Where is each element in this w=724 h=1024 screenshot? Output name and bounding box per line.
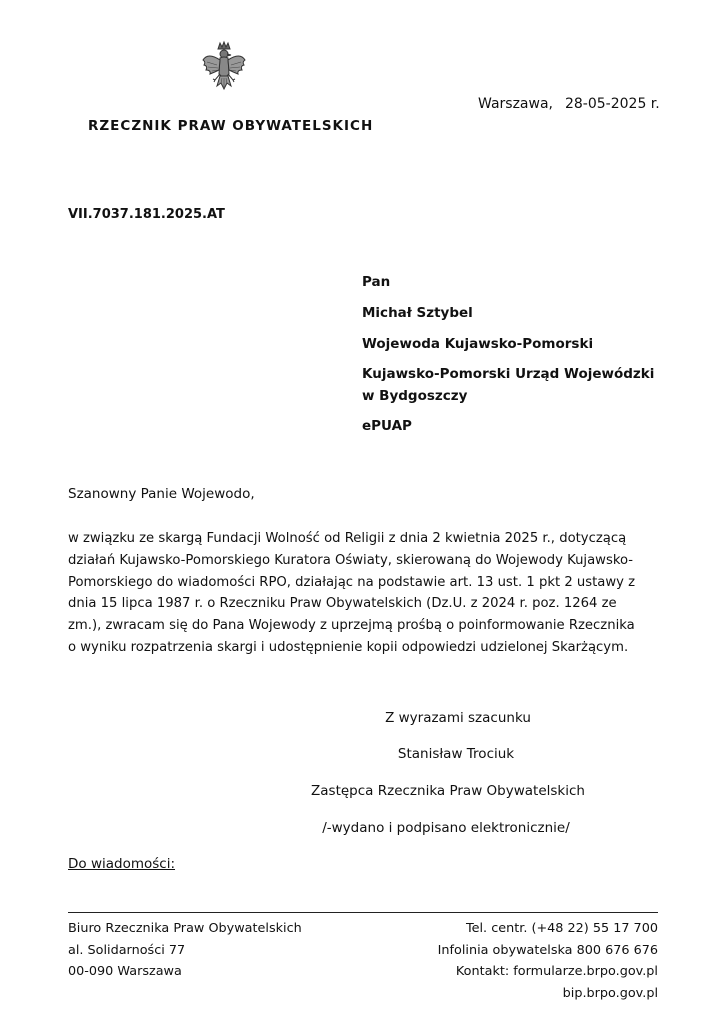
body-line: o wyniku rozpatrzenia skargi i udostępnienie kopii odpowiedzi udzielonej Skarżącym.	[68, 639, 629, 655]
salutation: Szanowny Panie Wojewodo,	[68, 486, 255, 502]
reference-number: VII.7037.181.2025.AT	[68, 207, 225, 222]
letter-date: 28-05-2025 r.	[564, 96, 660, 112]
addressee-city: w Bydgoszczy	[362, 388, 468, 404]
addressee-name: Michał Sztybel	[362, 305, 473, 321]
footer-office-name: Biuro Rzecznika Praw Obywatelskich	[68, 921, 302, 936]
footer-hotline: Infolinia obywatelska 800 676 676	[437, 942, 658, 958]
signatory-title: Zastępca Rzecznika Praw Obywatelskich	[311, 783, 585, 799]
addressee-position: Wojewoda Kujawsko-Pomorski	[362, 336, 594, 352]
place-and-date	[478, 96, 660, 112]
letter-body	[68, 528, 658, 659]
city: Warszawa,	[478, 96, 553, 112]
footer-postcode-city: 00-090 Warszawa	[68, 964, 182, 979]
cc-label: Do wiadomości:	[68, 856, 176, 872]
body-line: zm.), zwracam się do Pana Wojewody z uprzejmą prośbą o poinformowanie Rzecznika	[68, 618, 635, 634]
footer-contact-form: Kontakt: formularze.brpo.gov.pl	[455, 964, 658, 979]
addressee-delivery: ePUAP	[362, 418, 412, 434]
addressee-title: Pan	[362, 274, 391, 290]
eagle-emblem-icon	[200, 40, 248, 96]
body-line: działań Kujawsko-Pomorskiego Kuratora Oświaty, skierowaną do Wojewody Kujawsko-	[68, 552, 634, 568]
footer-address	[68, 918, 302, 983]
addressee-office: Kujawsko-Pomorski Urząd Wojewódzki	[362, 366, 655, 382]
footer-divider	[68, 912, 658, 913]
institution-name: RZECZNIK PRAW OBYWATELSKICH	[88, 118, 374, 134]
footer-street: al. Solidarności 77	[68, 942, 186, 958]
signatory-name: Stanisław Trociuk	[397, 746, 515, 762]
body-line: w związku ze skargą Fundacji Wolność od Religii z dnia 2 kwietnia 2025 r., dotyczącą	[68, 531, 627, 546]
footer-phone: Tel. centr. (+48 22) 55 17 700	[465, 921, 658, 936]
footer-bip: bip.brpo.gov.pl	[562, 985, 658, 1001]
electronic-signature-note: /-wydano i podpisano elektronicznie/	[322, 820, 570, 836]
footer-contact	[438, 918, 658, 1004]
body-line: Pomorskiego do wiadomości RPO, działając na podstawie art. 13 ust. 1 pkt 2 ustawy z	[68, 574, 636, 590]
closing-phrase: Z wyrazami szacunku	[385, 710, 531, 726]
body-line: dnia 15 lipca 1987 r. o Rzeczniku Praw Obywatelskich (Dz.U. z 2024 r. poz. 1264 ze	[68, 596, 617, 612]
